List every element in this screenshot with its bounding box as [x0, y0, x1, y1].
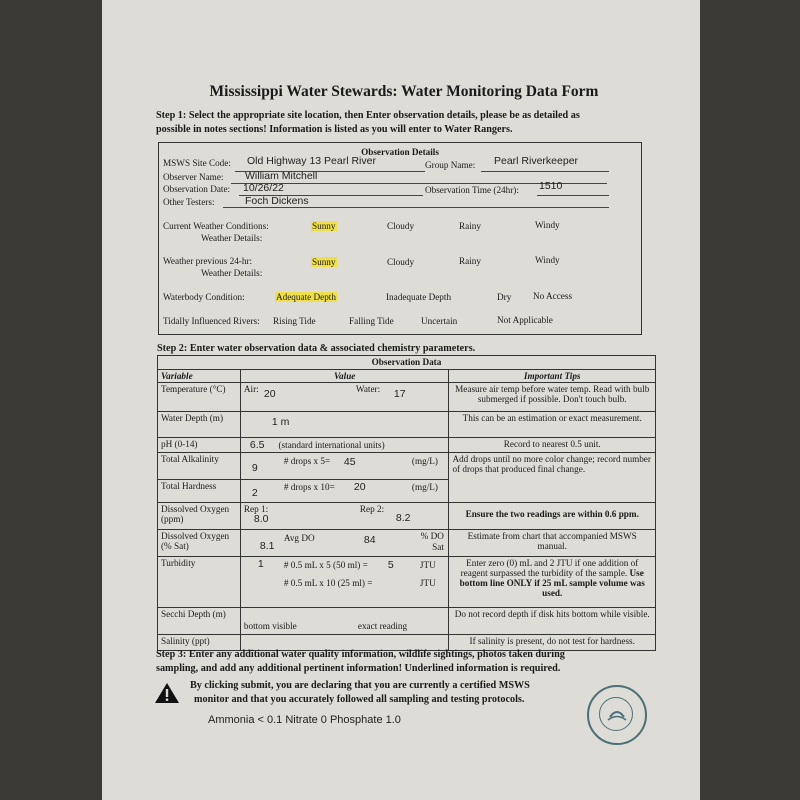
waterbody-inadequate[interactable]: Inadequate Depth — [386, 292, 452, 302]
tidal-falling[interactable]: Falling Tide — [349, 316, 394, 326]
secchi-label: Secchi Depth (m) — [158, 608, 241, 635]
do-sat-label: Dissolved Oxygen (% Sat) — [158, 530, 241, 557]
notes-field[interactable]: Ammonia < 0.1 Nitrate 0 Phosphate 1.0 — [208, 714, 401, 726]
site-code-label: MSWS Site Code: — [163, 158, 231, 168]
salinity-label: Salinity (ppt) — [158, 635, 241, 651]
waterbody-label: Waterbody Condition: — [163, 292, 245, 302]
table-row — [158, 383, 656, 412]
observation-details-box — [158, 142, 642, 335]
form-title: Mississippi Water Stewards: Water Monitoring Data Form — [209, 83, 599, 100]
air-value-field[interactable]: 20 — [263, 388, 276, 400]
hardness-formula: # drops x 10= — [283, 482, 335, 492]
prev-weather-rainy[interactable]: Rainy — [459, 256, 481, 266]
turbidity-label: Turbidity — [158, 557, 241, 608]
salinity-tip: If salinity is present, do not test for hardness. — [449, 635, 656, 651]
water-label: Water: — [355, 384, 381, 394]
testers-label: Other Testers: — [163, 197, 215, 207]
secchi-tip: Do not record depth if disk hits bottom while visible. — [449, 608, 656, 635]
water-drop-icon — [606, 705, 628, 723]
time-field[interactable]: 1510 — [539, 180, 563, 192]
depth-field[interactable]: 1 m — [271, 416, 290, 428]
observer-field[interactable]: William Mitchell — [245, 170, 318, 182]
prev-weather-windy[interactable]: Windy — [535, 255, 560, 265]
secchi-bottom-visible[interactable]: bottom visible — [243, 621, 297, 631]
group-field[interactable]: Pearl Riverkeeper — [494, 155, 579, 167]
hardness-unit: (mg/L) — [411, 482, 438, 492]
air-label: Air: — [243, 384, 259, 394]
hardness-drops-field[interactable]: 2 — [251, 487, 258, 499]
tidal-uncertain[interactable]: Uncertain — [421, 316, 458, 326]
step2-heading: Step 2: Enter water observation data & associated chemistry parameters. — [157, 343, 476, 354]
declaration-line2: monitor and that you accurately followed all sampling and testing protocols. — [194, 694, 525, 705]
alkalinity-unit: (mg/L) — [411, 456, 438, 466]
tidal-not-applicable[interactable]: Not Applicable — [497, 315, 553, 325]
current-weather-details-label: Weather Details: — [201, 233, 263, 243]
warning-icon — [154, 682, 180, 704]
date-field[interactable]: 10/26/22 — [243, 182, 284, 194]
rep2-label: Rep 2: — [359, 504, 385, 514]
waterbody-adequate[interactable]: Adequate Depth — [276, 292, 336, 302]
turbidity-tip: Enter zero (0) mL and 2 JTU if one addition of reagent surpassed the turbidity of the sample. — [460, 558, 639, 578]
col-tips: Important Tips — [449, 370, 656, 383]
water-value-field[interactable]: 17 — [393, 388, 406, 400]
rep1-label: Rep 1: — [243, 504, 269, 514]
alkalinity-label: Total Alkalinity — [158, 453, 241, 480]
avg-do-label: Avg DO — [283, 533, 315, 543]
step1-line1: Step 1: Select the appropriate site location, then Enter observation details, please be as detailed as — [156, 110, 580, 121]
prev-weather-details-label: Weather Details: — [201, 268, 263, 278]
hardness-result-field[interactable]: 20 — [353, 481, 366, 493]
current-weather-windy[interactable]: Windy — [535, 220, 560, 230]
rep1-field[interactable]: 8.0 — [253, 513, 269, 525]
stewards-seal-logo — [587, 685, 647, 745]
turbidity-formula-1: # 0.5 mL x 5 (50 ml) = — [283, 560, 368, 570]
waterbody-dry[interactable]: Dry — [497, 292, 512, 302]
step3-line2: sampling, and add any additional pertinent information! Underlined information is required. — [156, 663, 561, 674]
do-sat-unit: % DO Sat — [420, 531, 444, 552]
turbidity-unit-2: JTU — [419, 578, 436, 588]
turbidity-unit-1: JTU — [419, 560, 436, 570]
waterbody-no-access[interactable]: No Access — [533, 291, 573, 301]
turbidity-tip-bold: Use bottom line ONLY if 25 mL sample volume was used. — [459, 568, 645, 598]
rep2-field[interactable]: 8.2 — [395, 512, 411, 524]
alkalinity-result-field[interactable]: 45 — [343, 456, 356, 468]
testers-field[interactable]: Foch Dickens — [245, 195, 309, 207]
observation-data-table — [157, 355, 656, 651]
form-paper — [102, 0, 700, 800]
declaration-line1: By clicking submit, you are declaring that you are currently a certified MSWS — [190, 680, 530, 691]
ph-tip: Record to nearest 0.5 unit. — [449, 438, 656, 453]
ph-units-note: (standard international units) — [278, 440, 385, 450]
current-weather-cloudy[interactable]: Cloudy — [387, 221, 415, 231]
col-variable: Variable — [158, 370, 241, 383]
turbidity-formula-2: # 0.5 mL x 10 (25 ml) = — [283, 578, 373, 588]
current-weather-label: Current Weather Conditions: — [163, 221, 269, 231]
current-weather-rainy[interactable]: Rainy — [459, 221, 481, 231]
date-label: Observation Date: — [163, 184, 231, 194]
details-header: Observation Details — [361, 147, 439, 157]
site-code-field[interactable]: Old Highway 13 Pearl River — [247, 155, 376, 167]
step3-line1: Step 3: Enter any additional water quality information, wildlife sightings, photos taken during — [156, 649, 565, 660]
do-pct-field[interactable]: 84 — [363, 534, 376, 546]
secchi-exact-reading[interactable]: exact reading — [357, 621, 408, 631]
turbidity-field[interactable]: 1 — [257, 558, 264, 570]
do-ppm-tip: Ensure the two readings are within 0.6 ppm. — [449, 503, 656, 530]
col-value: Value — [240, 370, 449, 383]
current-weather-sunny[interactable]: Sunny — [312, 221, 336, 231]
alkalinity-drops-field[interactable]: 9 — [251, 462, 258, 474]
prev-weather-sunny[interactable]: Sunny — [312, 257, 336, 267]
observer-label: Observer Name: — [163, 172, 224, 182]
turbidity-r1-field[interactable]: 5 — [387, 559, 394, 571]
ph-label: pH (0-14) — [158, 438, 241, 453]
alkalinity-formula: # drops x 5= — [283, 456, 331, 466]
depth-label: Water Depth (m) — [158, 412, 241, 438]
group-label: Group Name: — [425, 160, 476, 170]
depth-tip: This can be an estimation or exact measurement. — [449, 412, 656, 438]
prev-weather-cloudy[interactable]: Cloudy — [387, 257, 415, 267]
ph-field[interactable]: 6.5 — [249, 439, 265, 451]
obs-table-header: Observation Data — [158, 356, 656, 370]
tidal-label: Tidally Influenced Rivers: — [163, 316, 260, 326]
do-sat-tip: Estimate from chart that accompanied MSWS manual. — [449, 530, 656, 557]
temperature-label: Temperature (°C) — [158, 383, 241, 412]
time-label: Observation Time (24hr): — [425, 185, 519, 195]
tidal-rising[interactable]: Rising Tide — [273, 316, 316, 326]
hardness-label: Total Hardness — [158, 480, 241, 503]
step1-line2: possible in notes sections! Information is listed as you will enter to Water Rangers. — [156, 124, 513, 135]
do-ppm-label: Dissolved Oxygen (ppm) — [158, 503, 241, 530]
do-sat-field[interactable]: 8.1 — [259, 540, 275, 552]
temperature-tip: Measure air temp before water temp. Read with bulb submerged if possible. Don't touch bulb. — [449, 383, 656, 412]
alkalinity-tip: Add drops until no more color change; record number of drops that produced final change. — [449, 453, 656, 503]
prev-weather-label: Weather previous 24-hr: — [163, 256, 253, 266]
